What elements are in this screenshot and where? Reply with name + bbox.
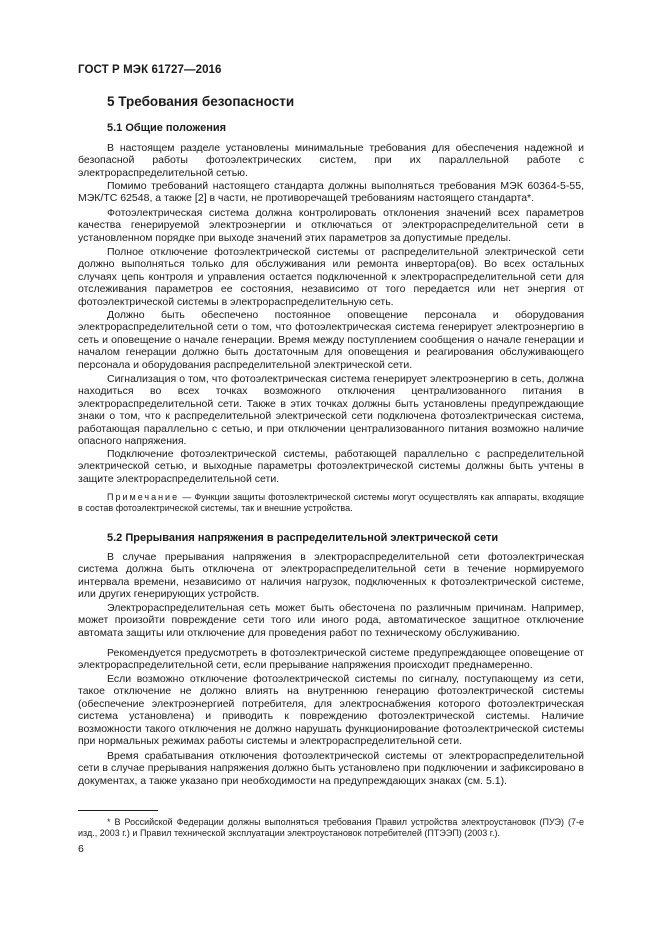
note-text: — Функции защиты фотоэлектрической системы могут осуществлять как аппараты, входящие в состав фотоэлектрической системы, так и внешние устройства. <box>78 492 584 514</box>
footnote: * В Российской Федерации должны выполняться требования Правил устройства электроустановок (ПУЭ) (7-е изд., 2003 г.) и Правил технической эксплуатации электроустановок потребителей (ПТЭЭП) (2003 г.). <box>78 817 584 839</box>
paragraph: Должно быть обеспечено постоянное оповещение персонала и оборудования электрораспределительной сети о том, что фотоэлектрическая система генерирует электроэнергию в сеть и оповещение о начале генерации. Время между поступлением сообщения о начале генерации и началом генерации должно быть достаточным для оповещения и реагирования обслуживающего персонала и оборудования распределительной электрической сети. <box>78 309 584 371</box>
paragraph: В случае прерывания напряжения в электрораспределительной сети фотоэлектрическая система должна быть отключена от электрораспределительной сети в течение нормируемого интервала времени, независимо от наличия нагрузок, подключенных к фотоэлектрической системе, или других генерирующих устройств. <box>78 551 584 601</box>
section-title: 5 Требования безопасности <box>107 94 295 109</box>
paragraph: Подключение фотоэлектрической системы, работающей параллельно с распределительной электрической сетью, и выходные параметры фотоэлектрической системы должны быть учтены в защите электрораспределительной сети. <box>78 448 584 485</box>
footnote-divider <box>78 810 158 811</box>
paragraph: Электрораспределительная сеть может быть обесточена по различным причинам. Например, может произойти повреждение сети того или иного рода, автоматическое защитное отключение автомата защиты или отключение для проведения работ по техническому обслуживанию. <box>78 602 584 639</box>
paragraph: Фотоэлектрическая система должна контролировать отклонения значений всех параметров качества генерируемой электроэнергии и отключаться от электрораспределительной сети в установленном порядке при выходе значений этих параметров за допустимые пределы. <box>78 207 584 244</box>
paragraph: Рекомендуется предусмотреть в фотоэлектрической системе предупреждающее оповещение от электрораспределительной сети, если прерывание напряжения происходит преднамеренно. <box>78 647 584 672</box>
standard-header: ГОСТ Р МЭК 61727—2016 <box>78 64 222 76</box>
paragraph: Если возможно отключение фотоэлектрической системы по сигналу, поступающему из сети, такое отключение не должно влиять на внутреннюю генерацию фотоэлектрической системы (обеспечение электроэнергией потребителя, для электроснабжения которого фотоэлектрическая система установлена) и приводить к повреждению фотоэлектрической системы. Наличие возможности такого отключения не должно нарушать функционирование фотоэлектрической системы при нормальных режимах работы системы и электрораспределительной сети. <box>78 673 584 748</box>
paragraph: Время срабатывания отключения фотоэлектрической системы от электрораспределительной сети в случае прерывания напряжения должно быть установлено при подключении и зафиксировано в документах, а также указано при необходимости на предупреждающих знаках (см. 5.1). <box>78 750 584 787</box>
paragraph: Сигнализация о том, что фотоэлектрическая система генерирует электроэнергию в сеть, должна находиться во всех точках возможного отключения централизованного питания в электрораспределительной сети. Также в этих точках должны быть установлены предупреждающие знаки о том, что к распределительной электрической сети подключена фотоэлектрическая система, работающая параллельно с сетью, и при отключении централизованного питания возможно наличие опасного напряжения. <box>78 373 584 448</box>
paragraph: Помимо требований настоящего стандарта должны выполняться требования МЭК 60364-5-55, МЭК/ТС 62548, а также [2] в части, не противоречащей требованиям настоящего стандарта*. <box>78 180 584 205</box>
note-label: Примечание <box>107 492 180 502</box>
subsection-title-5-1: 5.1 Общие положения <box>107 122 227 134</box>
page-number: 6 <box>78 843 84 855</box>
paragraph: В настоящем разделе установлены минимальные требования для обеспечения надежной и безопасной работы фотоэлектрических систем, при их параллельной работе с электрораспределительной сетью. <box>78 142 584 179</box>
paragraph: Полное отключение фотоэлектрической системы от распределительной электрической сети должно выполняться только для обслуживания или ремонта инвертора(ов). Во всех остальных случаях цепь контроля и управления остается подключенной к электрораспределительной сети для отслеживания параметров ее состояния, независимо от того передается или нет энергия от фотоэлектрической системы в электрораспределительную сеть. <box>78 246 584 308</box>
note <box>78 492 584 514</box>
subsection-title-5-2: 5.2 Прерывания напряжения в распределительной электрической сети <box>107 532 499 544</box>
